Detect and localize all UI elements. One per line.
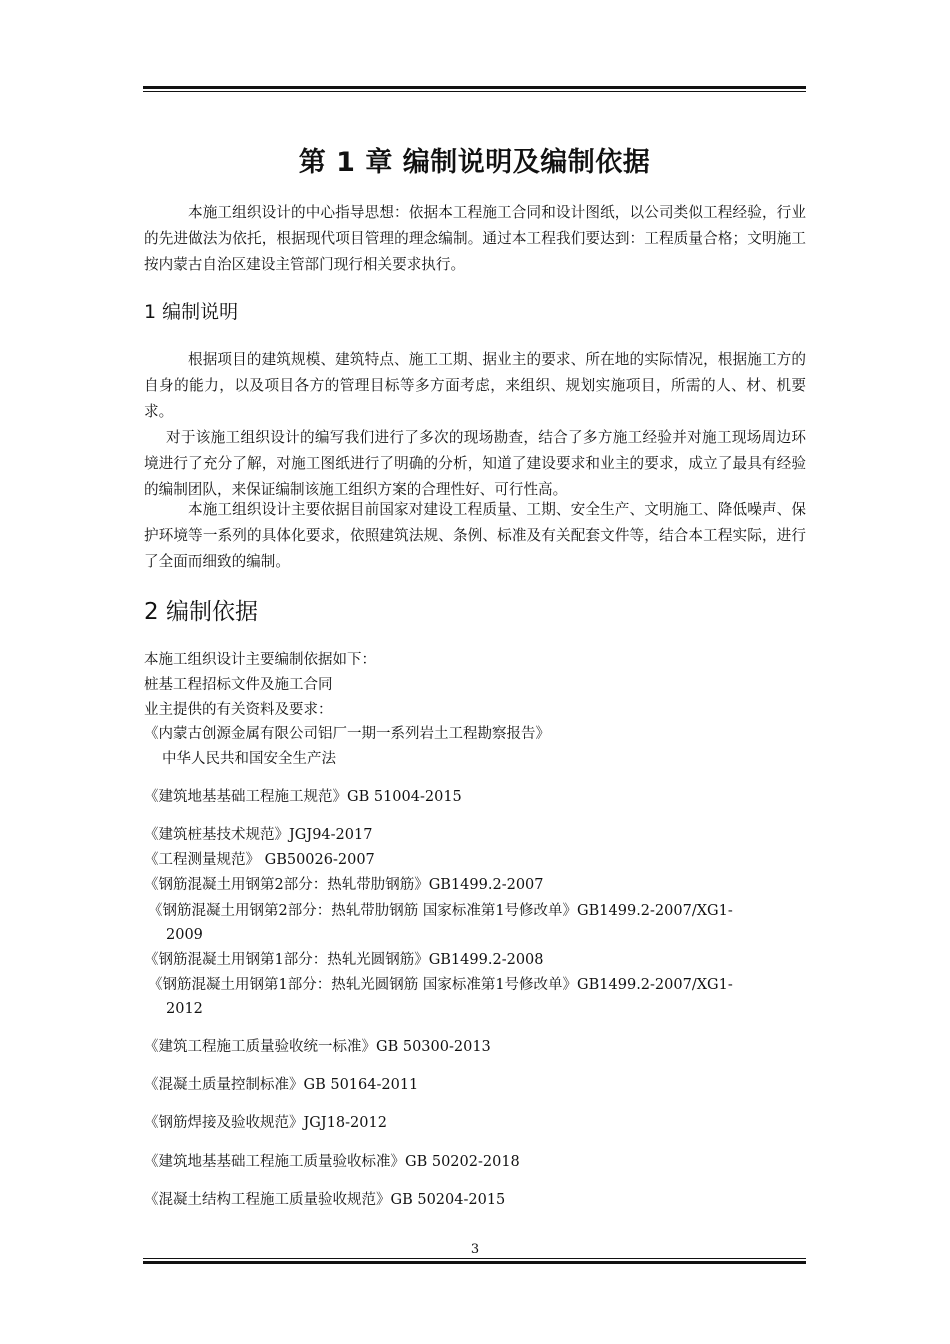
basis-line: 本施工组织设计主要编制依据如下： xyxy=(144,652,376,668)
section-1-heading: 1 编制说明 xyxy=(144,301,239,323)
basis-line: 《钢筋焊接及验收规范》JGJ18-2012 xyxy=(144,1115,387,1131)
basis-line: 桩基工程招标文件及施工合同 xyxy=(144,677,333,693)
footer-rule xyxy=(143,1258,806,1264)
basis-line: 《钢筋混凝土用钢第2部分：热轧带肋钢筋 国家标准第1号修改单》GB1499.2-2007/XG1- xyxy=(148,903,733,919)
page-number: 3 xyxy=(470,1242,480,1257)
basis-line: 《钢筋混凝土用钢第1部分：热轧光圆钢筋》GB1499.2-2008 xyxy=(144,952,544,968)
section-1-paragraph-2: 对于该施工组织设计的编写我们进行了多次的现场勘查，结合了多方施工经验并对施工现场周边环境进行了充分了解，对施工图纸进行了明确的分析，知道了建设要求和业主的要求，成立了最具有经验的编制团队，来保证编制该施工组织方案的合理性好、可行性高。 xyxy=(144,429,806,498)
basis-line: 《建筑地基基础工程施工规范》GB 51004-2015 xyxy=(144,789,462,805)
basis-line: 业主提供的有关资料及要求： xyxy=(144,702,333,718)
section-1-paragraph-3: 本施工组织设计主要依据目前国家对建设工程质量、工期、安全生产、文明施工、降低噪声、保护环境等一系列的具体化要求，依照建筑法规、条例、标准及有关配套文件等，结合本工程实际，进行了全面而细致的编制。 xyxy=(144,501,806,570)
basis-line-continuation: 2009 xyxy=(166,927,203,943)
basis-line-continuation: 2012 xyxy=(166,1001,203,1017)
basis-line: 《建筑地基基础工程施工质量验收标准》GB 50202-2018 xyxy=(144,1154,520,1170)
basis-line: 《建筑桩基技术规范》JGJ94-2017 xyxy=(144,827,373,843)
section-2-heading: 2 编制依据 xyxy=(144,599,258,625)
basis-line: 《混凝土质量控制标准》GB 50164-2011 xyxy=(144,1077,419,1093)
intro-paragraph: 本施工组织设计的中心指导思想：依据本工程施工合同和设计图纸，以公司类似工程经验，行业的先进做法为依托，根据现代项目管理的理念编制。通过本工程我们要达到：工程质量合格；文明施工按内蒙古自治区建设主管部门现行相关要求执行。 xyxy=(144,204,806,273)
section-1-paragraph-1: 根据项目的建筑规模、建筑特点、施工工期、据业主的要求、所在地的实际情况，根据施工方的自身的能力，以及项目各方的管理目标等多方面考虑，来组织、规划实施项目，所需的人、材、机要求。 xyxy=(144,351,806,420)
basis-line: 中华人民共和国安全生产法 xyxy=(162,751,336,767)
basis-line: 《工程测量规范》 GB50026-2007 xyxy=(144,852,375,868)
basis-line: 《建筑工程施工质量验收统一标准》GB 50300-2013 xyxy=(144,1039,491,1055)
header-rule xyxy=(143,86,806,92)
basis-line: 《混凝土结构工程施工质量验收规范》GB 50204-2015 xyxy=(144,1192,506,1208)
basis-line: 《钢筋混凝土用钢第2部分：热轧带肋钢筋》GB1499.2-2007 xyxy=(144,877,544,893)
basis-line: 《钢筋混凝土用钢第1部分：热轧光圆钢筋 国家标准第1号修改单》GB1499.2-2007/XG1- xyxy=(148,977,733,993)
basis-line: 《内蒙古创源金属有限公司铝厂一期一系列岩土工程勘察报告》 xyxy=(144,726,550,742)
chapter-title: 第 1 章 编制说明及编制依据 xyxy=(298,147,651,178)
